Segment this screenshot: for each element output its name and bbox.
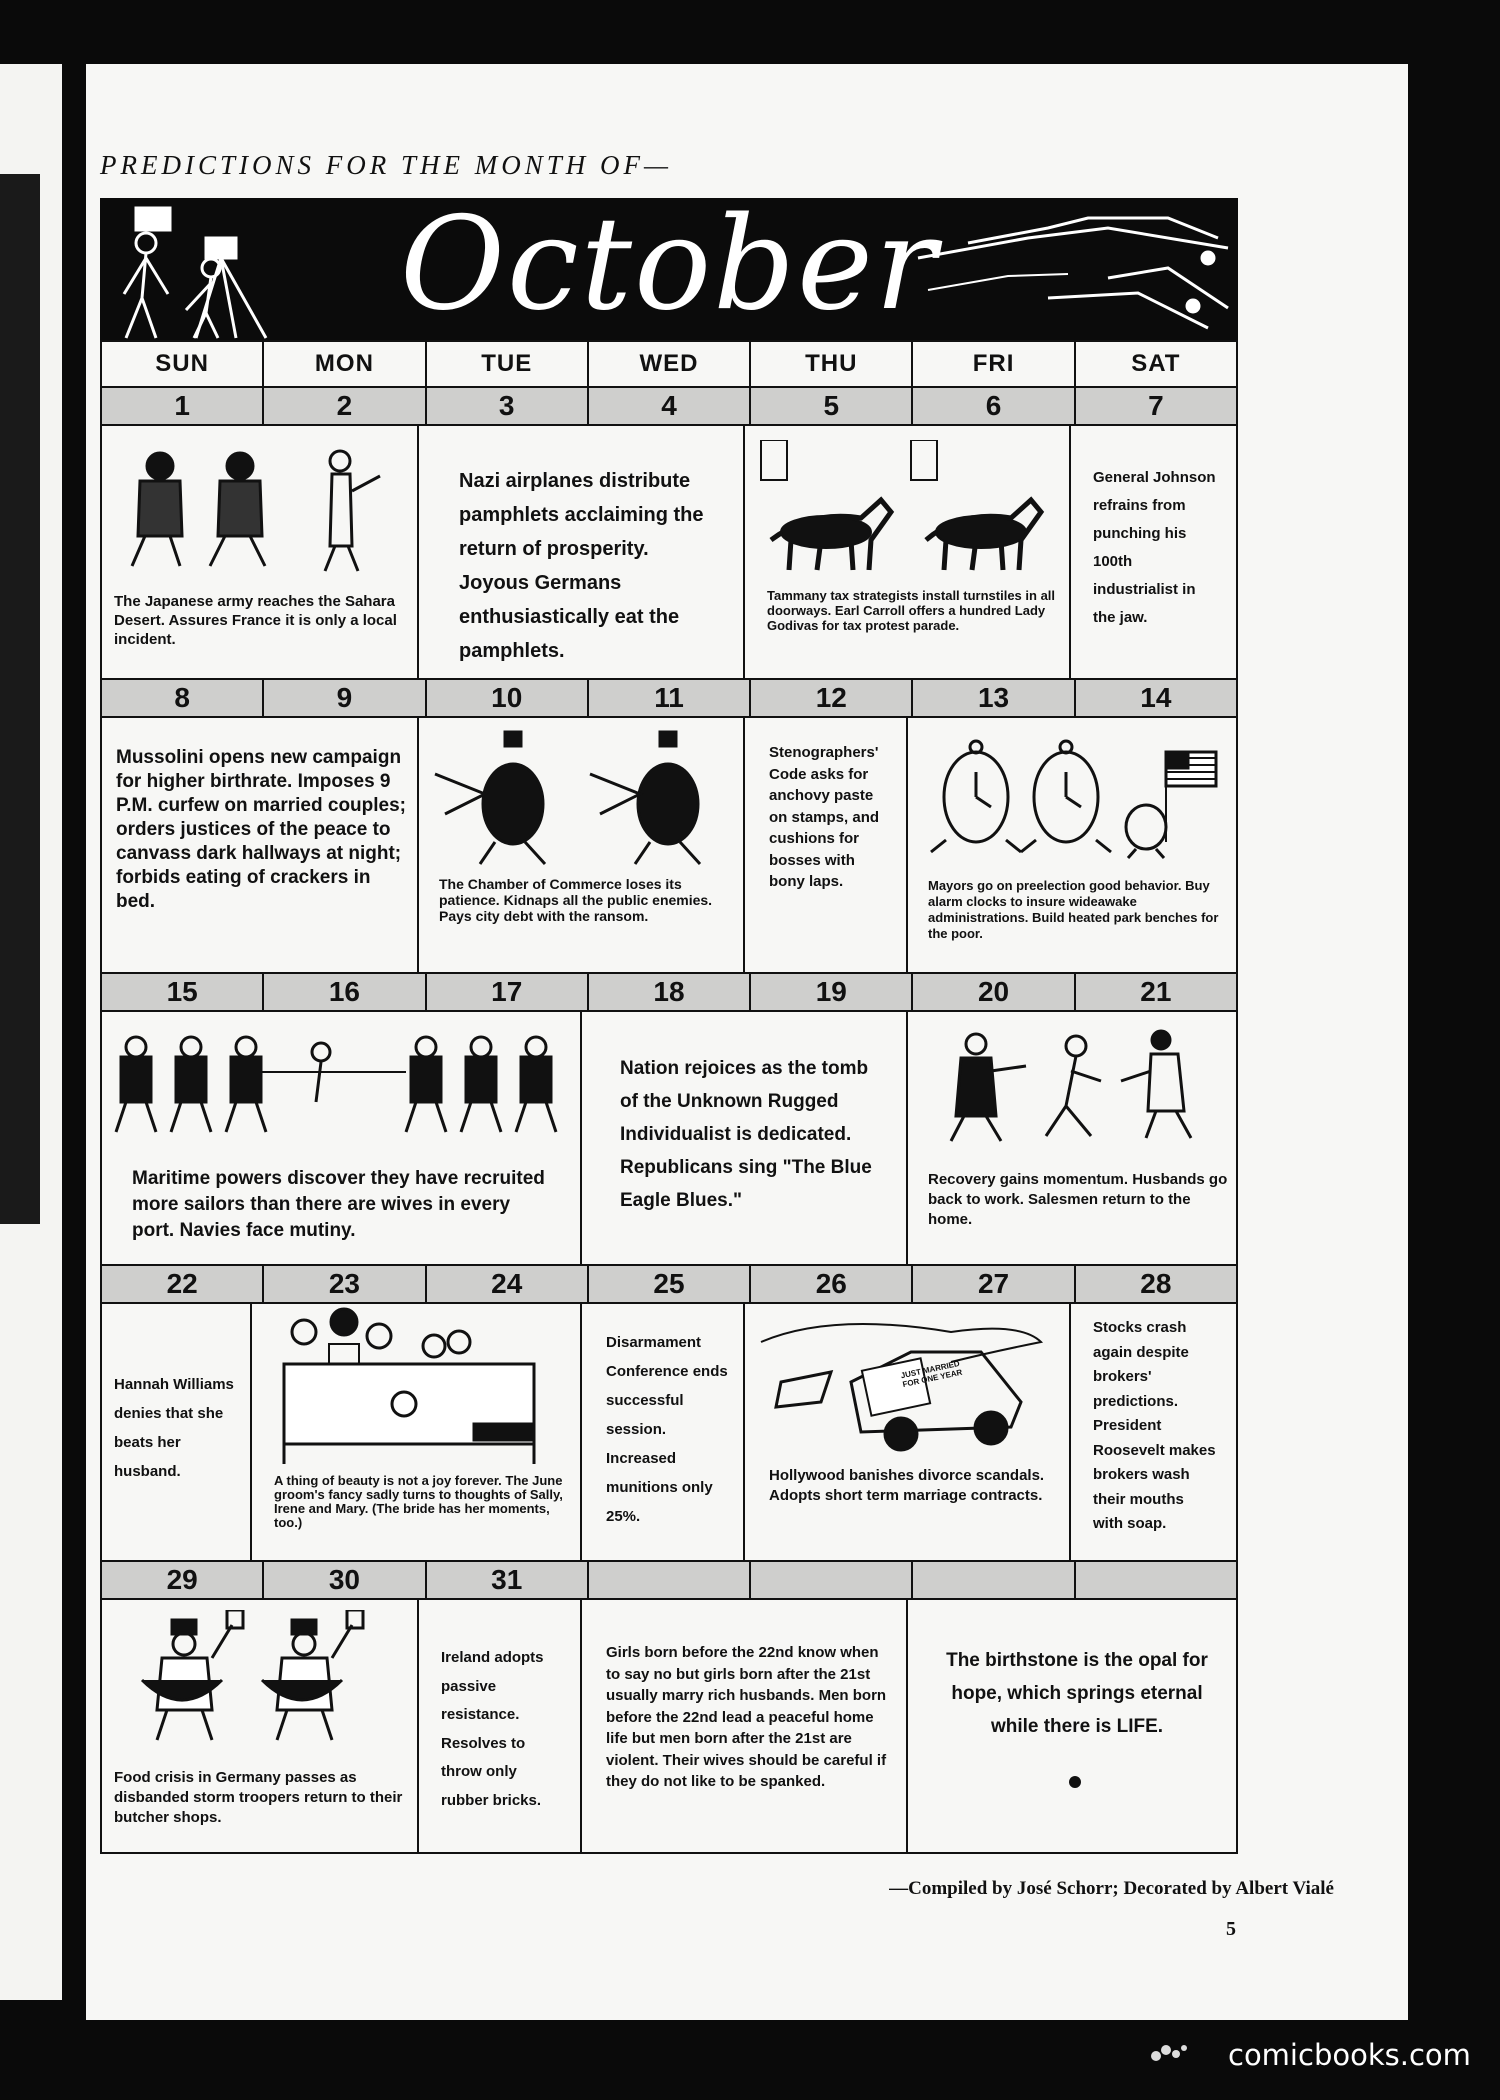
date-number: 1 (102, 388, 264, 424)
weekday-wed: WED (589, 342, 751, 388)
date-number: 29 (102, 1562, 264, 1598)
date-number: 25 (589, 1266, 751, 1302)
husbands-to-work-illustration (916, 1026, 1236, 1156)
date-number: 20 (913, 974, 1075, 1010)
bullet-dot (1069, 1776, 1081, 1788)
date-number: 30 (264, 1562, 426, 1598)
date-number: 21 (1076, 974, 1238, 1010)
weekday-sun: SUN (102, 342, 264, 388)
date-number: 23 (264, 1266, 426, 1302)
date-number: 4 (589, 388, 751, 424)
cell-chamber-commerce (419, 718, 745, 972)
cell-tammany (745, 426, 1071, 678)
cell-disarmament (582, 1304, 745, 1560)
week-4 (100, 1266, 1238, 1562)
entry-girls-born: Girls born before the 22nd know when to say no but girls born after the 21st usually marry rich husbands. Men born before the 22nd lead a peaceful home life but men born after the 21st are violent. Their wives should be careful if they do not like to be spanked. (606, 1644, 887, 1790)
cell-general-johnson (1071, 426, 1240, 678)
weekday-header-row (100, 340, 1238, 388)
date-number (751, 1562, 913, 1598)
weekday-sat: SAT (1076, 342, 1238, 388)
week-body (102, 1304, 1238, 1562)
date-number: 14 (1076, 680, 1238, 716)
date-number: 7 (1076, 388, 1238, 424)
entry-hannah: Hannah Williams denies that she beats her husband. (114, 1376, 234, 1480)
entry-mayors: Mayors go on preelection good behavior. Buy alarm clocks to insure wideawake administrations. Build heated park benches for the poor. (928, 878, 1219, 941)
date-number (589, 1562, 751, 1598)
date-number-row (102, 1266, 1238, 1304)
entry-chamber-commerce: The Chamber of Commerce loses its patience. Kidnaps all the public enemies. Pays city debt with the ransom. (439, 876, 713, 924)
entry-hollywood: Hollywood banishes divorce scandals. Adopts short term marriage contracts. (769, 1467, 1045, 1504)
date-number: 3 (427, 388, 589, 424)
date-number: 9 (264, 680, 426, 716)
date-number: 18 (589, 974, 751, 1010)
date-number: 24 (427, 1266, 589, 1302)
bride-groom-bed-illustration (264, 1304, 564, 1464)
weekday-thu: THU (751, 342, 913, 388)
week-body (102, 718, 1238, 974)
lady-godiva-horses-illustration (751, 440, 1061, 580)
page-header: PREDICTIONS FOR THE MONTH OF— (100, 150, 672, 180)
cell-japanese-army (102, 426, 419, 678)
date-number: 13 (913, 680, 1075, 716)
date-number: 5 (751, 388, 913, 424)
weekday-fri: FRI (913, 342, 1075, 388)
date-number: 22 (102, 1266, 264, 1302)
entry-stenographers: Stenographers' Code asks for anchovy paste on stamps, and cushions for bosses with bony laps. (769, 744, 880, 890)
jockeys-illustration (908, 198, 1238, 340)
watermark: comicbooks.com (1228, 2038, 1471, 2072)
date-number-row (102, 388, 1238, 426)
alarm-clocks-illustration (916, 732, 1236, 862)
date-number (913, 1562, 1075, 1598)
page-number: 5 (1226, 1918, 1236, 1940)
cell-nation-rejoices (582, 1012, 908, 1264)
entry-nation-rejoices: Nation rejoices as the tomb of the Unknown Rugged Individualist is dedicated. Republicans sing "The Blue Eagle Blues." (620, 1058, 872, 1211)
date-number: 2 (264, 388, 426, 424)
weekday-mon: MON (264, 342, 426, 388)
date-number: 27 (913, 1266, 1075, 1302)
marching-soldiers-illustration (110, 436, 410, 586)
entry-disarmament: Disarmament Conference ends successful session. Increased munitions only 25%. (606, 1334, 728, 1525)
cell-maritime (102, 1012, 582, 1264)
credit-line: —Compiled by José Schorr; Decorated by Albert Vialé (889, 1878, 1334, 1899)
entry-mussolini: Mussolini opens new campaign for higher birthrate. Imposes 9 P.M. curfew on married couples; orders justices of the peace to canvass dark hallways at night; forbids eating of crackers in bed. (116, 747, 407, 912)
entry-japanese-army: The Japanese army reaches the Sahara Desert. Assures France it is only a local incident. (114, 593, 397, 648)
entry-stocks: Stocks crash again despite brokers' predictions. President Roosevelt makes brokers wash their mouths with soap. (1093, 1319, 1216, 1532)
date-number-row (102, 974, 1238, 1012)
cell-stenographers (745, 718, 908, 972)
week-body (102, 1600, 1238, 1854)
entry-general-johnson: General Johnson refrains from punching his 100th industrialist in the jaw. (1093, 469, 1216, 626)
cell-recovery (908, 1012, 1240, 1264)
car-sign: JUST MARRIED FOR ONE YEAR (899, 1358, 964, 1390)
week-body (102, 426, 1238, 680)
cell-hannah (102, 1304, 252, 1560)
cell-girls-born (582, 1600, 908, 1852)
entry-food-crisis: Food crisis in Germany passes as disbanded storm troopers return to their butcher shops. (114, 1769, 403, 1826)
date-number: 17 (427, 974, 589, 1010)
cell-stocks (1071, 1304, 1240, 1560)
week-body (102, 1012, 1238, 1266)
date-number: 15 (102, 974, 264, 1010)
weekday-tue: TUE (427, 342, 589, 388)
cell-beauty (252, 1304, 582, 1560)
cell-mussolini (102, 718, 419, 972)
cell-ireland (419, 1600, 582, 1852)
sailors-tug-of-war-illustration (106, 1022, 576, 1152)
entry-maritime: Maritime powers discover they have recruited more sailors than there are wives in every port. Navies face mutiny. (132, 1168, 545, 1241)
date-number: 6 (913, 388, 1075, 424)
date-number: 26 (751, 1266, 913, 1302)
adjacent-page-edge (0, 64, 62, 2000)
date-number-row (102, 680, 1238, 718)
week-2 (100, 680, 1238, 974)
date-number: 31 (427, 1562, 589, 1598)
week-3 (100, 974, 1238, 1266)
date-number-row (102, 1562, 1238, 1600)
cell-birthstone (908, 1600, 1240, 1852)
date-number: 16 (264, 974, 426, 1010)
cell-food-crisis (102, 1600, 419, 1852)
month-banner (100, 198, 1238, 340)
week-1 (100, 388, 1238, 680)
date-number: 28 (1076, 1266, 1238, 1302)
cell-nazi-airplanes (419, 426, 745, 678)
month-title: October (400, 198, 938, 339)
calendar-grid (100, 340, 1238, 1854)
date-number: 12 (751, 680, 913, 716)
date-number: 10 (427, 680, 589, 716)
entry-nazi-airplanes: Nazi airplanes distribute pamphlets acclaiming the return of prosperity. Joyous Germans enthusiastically eat the pamphlets. (459, 470, 704, 662)
week-5 (100, 1562, 1238, 1854)
entry-birthstone: The birthstone is the opal for hope, which springs eternal while there is LIFE. (946, 1650, 1208, 1737)
cell-mayors (908, 718, 1240, 972)
butcher-troopers-illustration (112, 1610, 412, 1760)
date-number: 11 (589, 680, 751, 716)
entry-recovery: Recovery gains momentum. Husbands go back to work. Salesmen return to the home. (928, 1171, 1228, 1228)
watermark-logo-icon (1148, 2040, 1190, 2064)
entry-tammany: Tammany tax strategists install turnstiles in all doorways. Earl Carroll offers a hundred Lady Godivas for tax protest parade. (767, 588, 1056, 633)
date-number: 19 (751, 974, 913, 1010)
kidnapper-illustration (425, 724, 735, 874)
entry-beauty: A thing of beauty is not a joy forever. The June groom's fancy sadly turns to thoughts of Sally, Irene and Mary. (The bride has her moments, too.) (274, 1473, 563, 1530)
date-number: 8 (102, 680, 264, 716)
cell-hollywood (745, 1304, 1071, 1560)
entry-ireland: Ireland adopts passive resistance. Resolves to throw only rubber bricks. (441, 1649, 544, 1809)
date-number (1076, 1562, 1238, 1598)
